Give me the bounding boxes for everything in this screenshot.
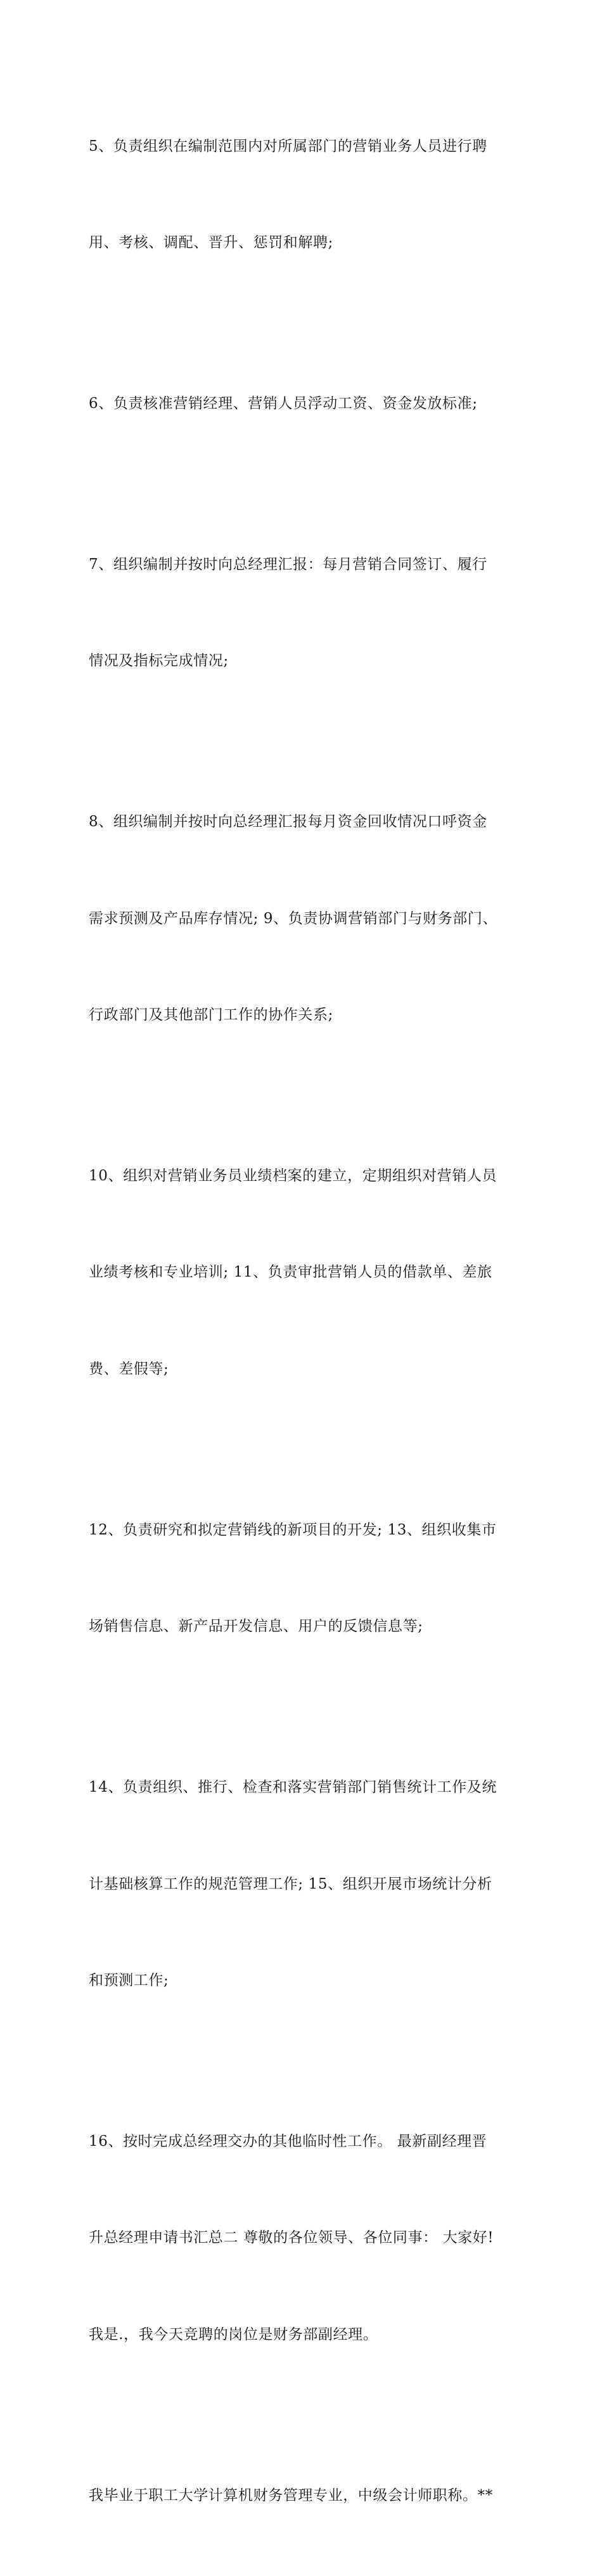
text-line: 14、负责组织、推行、检查和落实营销部门销售统计工作及统: [89, 1779, 497, 1796]
paragraph-item-16: [89, 2061, 532, 2415]
text-line: 用、考核、调配、晋升、惩罚和解聘;: [89, 234, 333, 251]
text-line: 7、组织编制并按时向总经理汇报：每月营销合同签订、履行: [89, 556, 487, 573]
text-line: 和预测工作;: [89, 1972, 169, 1989]
paragraph-intro: [89, 2415, 532, 2576]
text-line: 8、组织编制并按时向总经理汇报每月资金回收情况口呼资金: [89, 813, 487, 831]
text-line: 情况及指标完成情况;: [89, 653, 229, 670]
document-body: [89, 66, 532, 2576]
text-line: 16、按时完成总经理交办的其他临时性工作。 最新副经理晋: [89, 2133, 487, 2150]
paragraph-item-7: [89, 484, 532, 741]
text-line: 场销售信息、新产品开发信息、用户的反馈信息等;: [89, 1618, 423, 1635]
paragraph-item-14-15: [89, 1707, 532, 2062]
text-line: 12、负责研究和拟定营销线的新项目的开发; 13、组织收集市: [89, 1521, 497, 1538]
text-line: 行政部门及其他部门工作的协作关系;: [89, 1007, 333, 1024]
text-line: 10、组织对营销业务员业绩档案的建立，定期组织对营销人员: [89, 1168, 497, 1185]
text-line: 我是.，我今天竞聘的岗位是财务部副经理。: [89, 2326, 378, 2343]
text-line: 费、差假等;: [89, 1360, 169, 1377]
text-line: 6、负责核准营销经理、营销人员浮动工资、资金发放标准;: [89, 395, 478, 412]
paragraph-item-8-9: [89, 742, 532, 1096]
paragraph-item-10-11: [89, 1096, 532, 1450]
text-line: 5、负责组织在编制范围内对所属部门的营销业务人员进行聘: [89, 137, 487, 155]
text-line: 需求预测及产品库存情况; 9、负责协调营销部门与财务部门、: [89, 910, 498, 927]
paragraph-item-5: [89, 66, 532, 323]
text-line: 我毕业于职工大学计算机财务管理专业，中级会计师职称。**: [89, 2487, 493, 2504]
text-line: 计基础核算工作的规范管理工作; 15、组织开展市场统计分析: [89, 1875, 492, 1892]
paragraph-item-6: [89, 323, 532, 484]
text-line: 业绩考核和专业培训; 11、负责审批营销人员的借款单、差旅: [89, 1264, 492, 1281]
paragraph-item-12-13: [89, 1450, 532, 1707]
text-line: 升总经理申请书汇总二 尊敬的各位领导、各位同事： 大家好!: [89, 2229, 494, 2247]
